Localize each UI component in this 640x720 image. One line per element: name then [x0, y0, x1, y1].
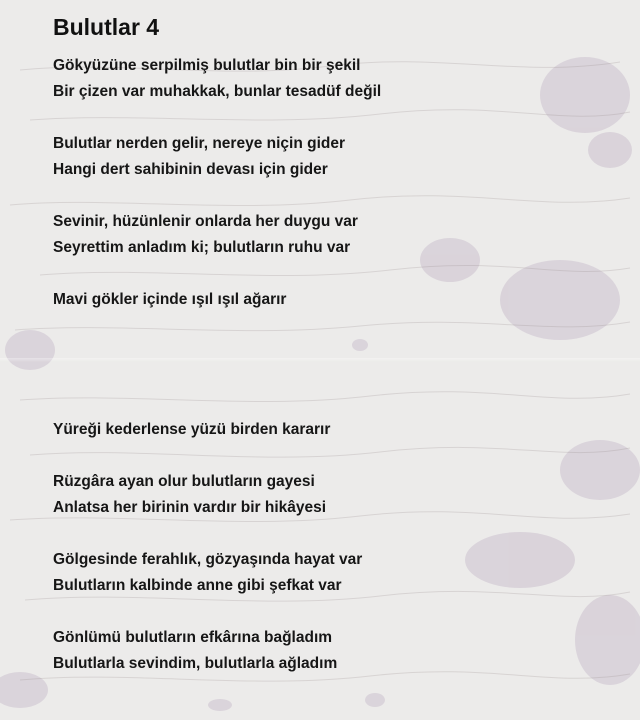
poem-line: Rüzgâra ayan olur bulutların gayesi [53, 473, 315, 490]
poem-line: Bulutlar nerden gelir, nereye niçin gider [53, 135, 345, 152]
poem-line: Anlatsa her birinin vardır bir hikâyesi [53, 499, 327, 516]
stanza [53, 469, 613, 521]
poem-title: Bulutlar 4 [53, 14, 160, 40]
poem-line: Bulutlarla sevindim, bulutlarla ağladım [53, 655, 338, 672]
stanza [53, 625, 613, 677]
poem-line: Mavi gökler içinde ışıl ışıl ağarır [53, 291, 287, 308]
poem-line: Bulutların kalbinde anne gibi şefkat var [53, 577, 342, 594]
stanza [53, 547, 613, 599]
poem-line: Yüreği kederlense yüzü birden kararır [53, 421, 331, 438]
stanza [53, 417, 613, 443]
poem-container [53, 11, 613, 703]
stanza [53, 53, 613, 105]
poem-line: Hangi dert sahibinin devası için gider [53, 161, 328, 178]
poem-line: Gölgesinde ferahlık, gözyaşında hayat var [53, 551, 363, 568]
stanza [53, 287, 613, 313]
poem-line: Gönlümü bulutların efkârına bağladım [53, 629, 333, 646]
stanza [53, 131, 613, 183]
poem-line: Sevinir, hüzünlenir onlarda her duygu var [53, 213, 358, 230]
poem-line: Gökyüzüne serpilmiş bulutlar bin bir şekil [53, 57, 361, 74]
stanza [53, 209, 613, 261]
poem-line: Bir çizen var muhakkak, bunlar tesadüf değil [53, 83, 382, 100]
poem-line: Seyrettim anladım ki; bulutların ruhu var [53, 239, 351, 256]
